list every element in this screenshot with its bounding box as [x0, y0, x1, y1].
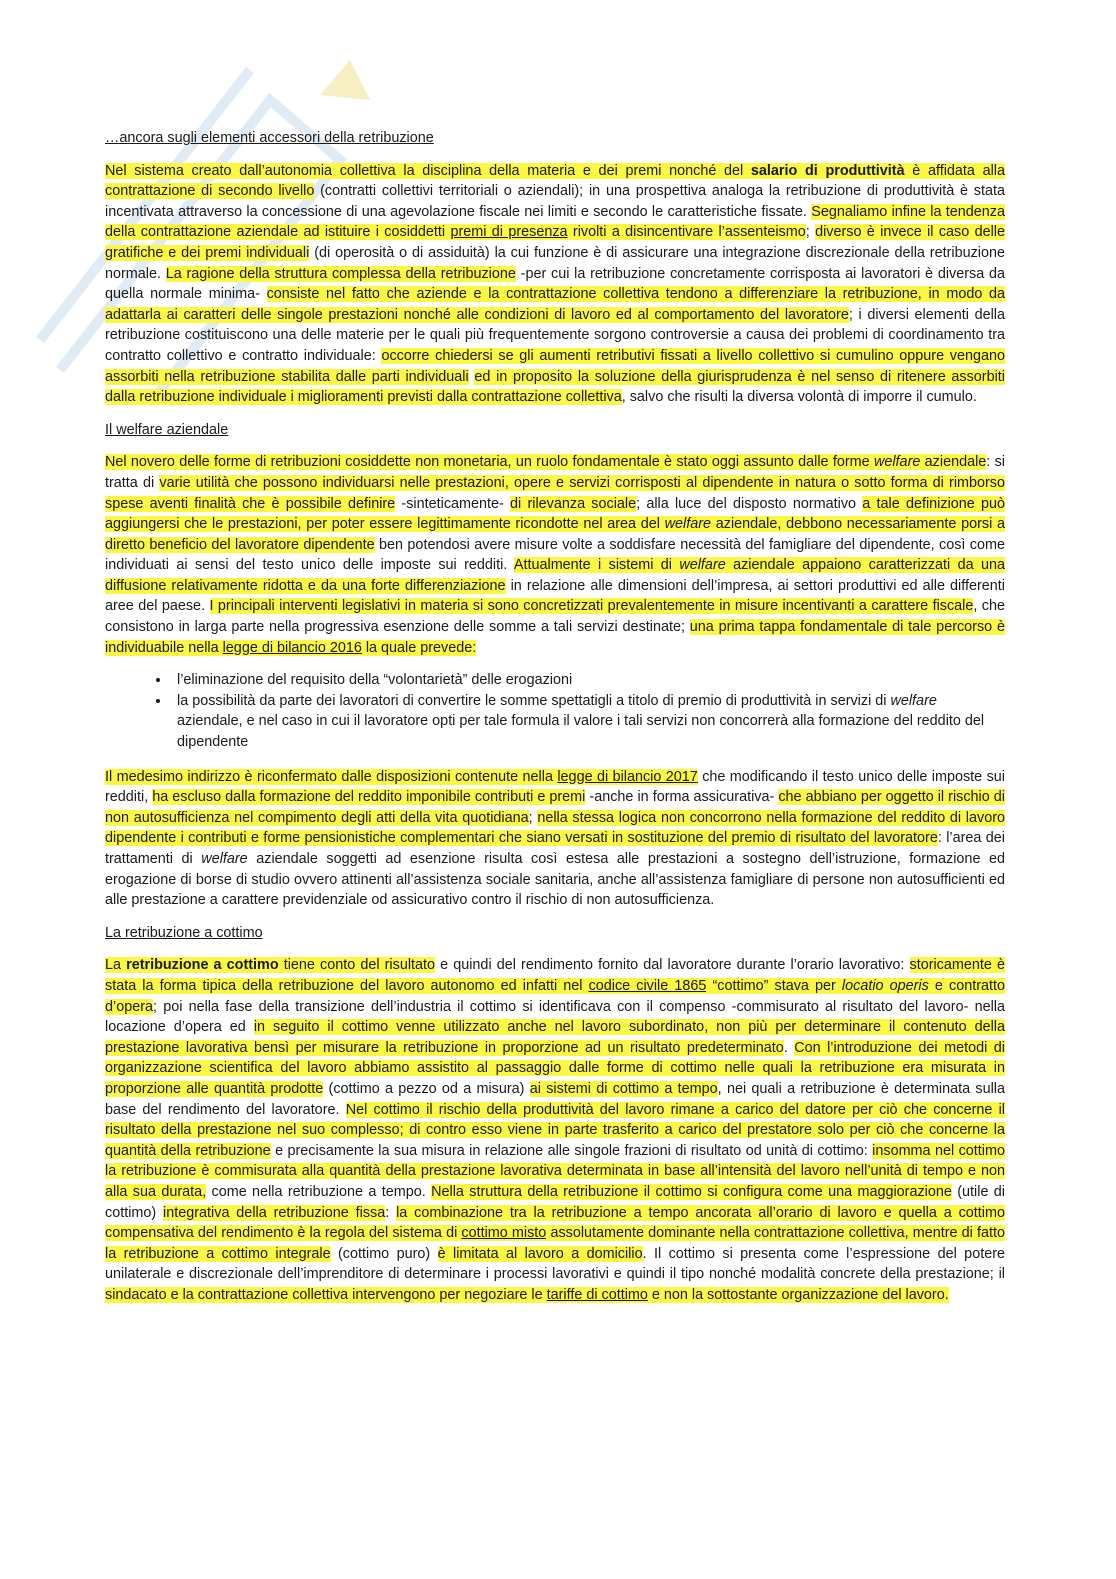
highlighted-text: una prima tappa fondamentale di tale percorso è individuabile nella	[105, 619, 1005, 656]
highlighted-text: in seguito il cottimo venne utilizzato anche nel lavoro subordinato, non più per determinare il contenuto della prestazione lavorativa bensì per misurare la retribuzione in proporzione ad un risultato predeterminato	[105, 1019, 1005, 1056]
highlighted-text: ai sistemi di cottimo a tempo	[529, 1080, 718, 1097]
highlighted-text: occorre chiedersi se gli aumenti retributivi fissati a livello collettivo si cumulino oppure vengano assorbiti nella retribuzione stabilita dalle parti individuali	[105, 347, 1005, 385]
highlighted-text: Nella struttura della retribuzione il cottimo si configura come una maggiorazione	[431, 1183, 952, 1200]
text-run: (di operosità o di assiduità) la cui funzione è di assicurare una integrazione discrezionale della retribuzione normale.	[105, 244, 1005, 282]
text-run: e quindi del rendimento fornito dal lavoratore durante l’orario lavorativo:	[435, 957, 910, 974]
highlighted-text: insomma nel cottimo la retribuzione è commisurata alla quantità della prestazione lavorativa determinata in base all’intensità del lavoro nell’unità di tempo e non alla sua durata,	[105, 1142, 1005, 1200]
text-run: ; i diversi elementi della retribuzione costituiscono una delle materie per le quali più frequentemente sorgono controversie a causa dei problemi di coordinamento tra contratto collettivo e contratto individuale:	[105, 306, 1005, 364]
underlined-term: premi di presenza	[450, 224, 568, 241]
underlined-term: cottimo misto	[461, 1225, 547, 1242]
highlighted-text: La ragione della struttura complessa della retribuzione	[165, 265, 516, 282]
highlighted-text: aziendale	[920, 454, 987, 471]
bullet-item	[171, 670, 1005, 691]
text-run: l’eliminazione del requisito della “volontarietà” delle erogazioni	[177, 672, 573, 689]
text-run: e precisamente la sua misura in relazione alle singole frazioni di risultato od unità di cottimo:	[270, 1142, 873, 1159]
highlighted-text: la quale prevede:	[361, 639, 477, 656]
text-run: , salvo che risulti la diversa volontà di imporre il cumulo.	[621, 389, 977, 406]
text-run: in relazione alle dimensioni dell’impresa, ai settori produttivi ed alle differenti aree del paese.	[105, 577, 1005, 615]
underlined-term: codice civile 1865	[588, 977, 707, 994]
underlined-term: tariffe di cottimo	[546, 1286, 648, 1303]
section-heading: Il welfare aziendale	[105, 421, 229, 438]
text-run: -sinteticamente-	[395, 495, 511, 512]
text-run: la possibilità da parte dei lavoratori di convertire le somme spettatigli a titolo di premio di produttività in servizi di	[177, 692, 891, 709]
highlighted-text: assolutamente dominante nella contrattazione collettiva, mentre di fatto la retribuzione a cottimo integrale	[105, 1225, 1005, 1262]
text-run: : l’area dei trattamenti di	[105, 830, 1005, 867]
text-run: (utile di cottimo)	[105, 1183, 1006, 1221]
text-run: welfare	[201, 851, 248, 867]
highlighted-text: welfare	[873, 454, 921, 471]
text-run: .	[783, 1039, 795, 1056]
highlighted-text: è affidata alla contrattazione di secondo livello	[105, 162, 1006, 200]
highlighted-text: Nel sistema creato dall’autonomia collettiva la disciplina della materia e dei premi nonché del	[105, 162, 751, 179]
paragraph	[105, 452, 1005, 658]
highlighted-text: a tale definizione può aggiungersi che le prestazioni, per poter essere legittimamente ricondotte nel area del	[105, 495, 1006, 533]
highlighted-text: di rilevanza sociale	[510, 495, 637, 512]
highlighted-text: consiste nel fatto che aziende e la contrattazione collettiva tendono a differenziare la retribuzione, in modo da adattarla ai caratteri delle singole prestazioni nonché alle condizioni di lavoro ed al comportamento del lavoratore	[105, 286, 1006, 323]
highlighted-text: nella stessa logica non concorrono nella formazione del reddito di lavoro dipendente i contributi e forme pensionistiche complementari che siano versati in sostituzione del premio di risultato del lavoratore	[105, 809, 1006, 847]
bold-term: retribuzione a cottimo	[126, 957, 279, 974]
text-run: aziendale soggetti ad esenzione risulta così estesa alle prestazioni a sostegno dell’istruzione, formazione ed erogazione di borse di studio ovvero attinenti all’assistenza sociale sanitaria, anche all’assistenza famigliare di persone non autosufficienti ed alle prestazione a carattere previdenziale od assicurativo contro il rischio di non autosufficienza.	[105, 851, 1006, 909]
highlighted-text: Nel cottimo il rischio della produttività del lavoro rimane a carico del datore per ciò che concerne il risultato della prestazione nel suo complesso; di contro esso viene in parte trasferito a carico del prestatore solo per ciò che concerne la quantità della retribuzione	[105, 1101, 1006, 1159]
paragraph	[105, 161, 1005, 408]
text-run: ; alla luce del disposto normativo	[636, 495, 863, 512]
highlighted-text: diverso è invece il caso delle gratifiche e dei premi individuali	[105, 224, 1006, 261]
highlighted-text: integrativa della retribuzione fissa	[163, 1204, 386, 1221]
highlighted-text: welfare	[679, 557, 726, 574]
text-run: ; poi nella fase della transizione dell’industria il cottimo si identificava con il compenso -commisurato al risultato del lavoro- nella locazione d’opera ed	[105, 998, 1005, 1036]
highlighted-text: Nel novero delle forme di retribuzioni cosiddette non monetaria, un ruolo fondamentale è stato oggi assunto dalle forme	[105, 454, 874, 471]
highlighted-text: che abbiano per oggetto il rischio di non autosufficienza nel compimento degli atti della vita quotidiana	[105, 789, 1005, 826]
highlighted-text: sindacato e la contrattazione collettiva intervengono per negoziare le	[105, 1286, 547, 1303]
text-run: (cottimo puro)	[330, 1245, 438, 1262]
text-run: -per cui la retribuzione concretamente corrisposta ai lavoratori è diversa da quella normale minima-	[105, 265, 1005, 303]
text-run: , nei quali a retribuzione è determinata sulla base del rendimento del lavoratore.	[105, 1080, 1005, 1118]
highlighted-text: aziendale appaiono caratterizzati da una diffusione relativamente ridotta e da una forte differenziazione	[105, 557, 1006, 594]
highlighted-text: La	[105, 957, 127, 974]
text-run: (cottimo a pezzo od a misura)	[323, 1080, 530, 1097]
text-run: ;	[805, 224, 816, 241]
underlined-term: legge di bilancio 2016	[222, 639, 362, 656]
text-run: (contratti collettivi territoriali o aziendali); in una prospettiva analoga la retribuzione di produttività è stata incentivata attraverso la concessione di una agevolazione fiscale nei limiti e secondo le caratteristiche fissate.	[105, 183, 1005, 220]
highlighted-text: “cottimo” stava per	[706, 977, 842, 994]
section-heading: …ancora sugli elementi accessori della retribuzione	[105, 130, 434, 146]
document-body	[105, 128, 1005, 1317]
highlighted-text: aziendale, debbono necessariamente porsi a diretto beneficio del lavoratore dipendente	[105, 516, 1005, 553]
text-run: : si tratta di	[105, 454, 1006, 491]
bullet-list	[105, 670, 1005, 752]
highlighted-text: locatio operis	[841, 977, 929, 994]
highlighted-text: varie utilità che possono individuarsi nelle prestazioni, opere e servizi corrisposti al dipendente in natura o sotto forma di rimborso spese aventi finalità che è possibile definire	[105, 474, 1006, 512]
text-run: aziendale, e nel caso in cui il lavoratore opti per tale formula il valore i tali servizi non concorrerà alla formazione del reddito del dipendente	[177, 713, 985, 751]
section-heading: La retribuzione a cottimo	[105, 924, 263, 941]
bullet-item	[171, 691, 1005, 753]
highlighted-text: I principali interventi legislativi in materia si sono concretizzati prevalentemente in misure incentivanti a carattere fiscale	[209, 598, 974, 615]
text-run: welfare	[890, 692, 937, 709]
text-run: che modificando il testo unico delle imposte sui redditi,	[105, 768, 1005, 806]
text-run: come nella retribuzione a tempo.	[206, 1183, 432, 1200]
highlighted-text: Attualmente i sistemi di	[513, 557, 680, 574]
text-run: ben potendosi avere misure volte a soddisfare necessità del famigliare del dipendente, così come individuati ai sensi del testo unico delle imposte sui redditi.	[105, 536, 1005, 574]
bold-term: salario di produttività	[750, 162, 905, 179]
highlighted-text: e contratto d’opera	[105, 977, 1006, 1015]
highlighted-text: Con l’introduzione dei metodi di organizzazione scientifica del lavoro abbiamo assistito al passaggio dalle forme di cottimo nelle quali la retribuzione era misurata in proporzione alle quantità prodotte	[105, 1039, 1005, 1097]
highlighted-text: tiene conto del risultato	[278, 957, 436, 974]
text-run: :	[385, 1204, 397, 1221]
highlighted-text: welfare	[664, 516, 712, 533]
highlighted-text: ha escluso dalla formazione del reddito imponibile contributi e premi	[152, 789, 586, 806]
paragraph	[105, 767, 1005, 911]
highlighted-text: è limitata al lavoro a domicilio	[437, 1245, 643, 1262]
highlighted-text: ed in proposito la soluzione della giurisprudenza è nel senso di ritenere assorbiti dalla retribuzione individuale i miglioramenti previsti dalla contrattazione collettiva	[105, 368, 1005, 406]
paragraph	[105, 955, 1005, 1305]
highlighted-text: Segnaliamo infine la tendenza della contrattazione aziendale ad istituire i cosiddetti	[105, 203, 1006, 241]
highlighted-text: Il medesimo indirizzo è riconfermato dalle disposizioni contenute nella	[105, 768, 558, 785]
text-run: ;	[528, 809, 538, 826]
highlighted-text: la combinazione tra la retribuzione a tempo ancorata all’orario di lavoro e quella a cottimo compensativa del rendimento è la regola del sistema di	[105, 1204, 1005, 1242]
underlined-term: legge di bilancio 2017	[557, 768, 698, 785]
text-run: -anche in forma assicurativa-	[585, 789, 779, 806]
text-run: . Il cottimo si presenta come l’espressione del potere unilaterale e discrezionale dell’imprenditore di determinare i processi lavorativi e quindi il tipo nonché modalità concrete della prestazione; il	[105, 1245, 1005, 1283]
highlighted-text: e non la sottostante organizzazione del lavoro.	[647, 1286, 949, 1303]
highlighted-text: storicamente è stata la forma tipica della retribuzione del lavoro autonomo ed infatti nel	[105, 957, 1005, 994]
highlighted-text: rivolti a disincentivare l’assenteismo	[567, 224, 806, 241]
text-run: , che consistono in larga parte nella progressiva esenzione delle somme a tali servizi destinate;	[105, 598, 1005, 636]
